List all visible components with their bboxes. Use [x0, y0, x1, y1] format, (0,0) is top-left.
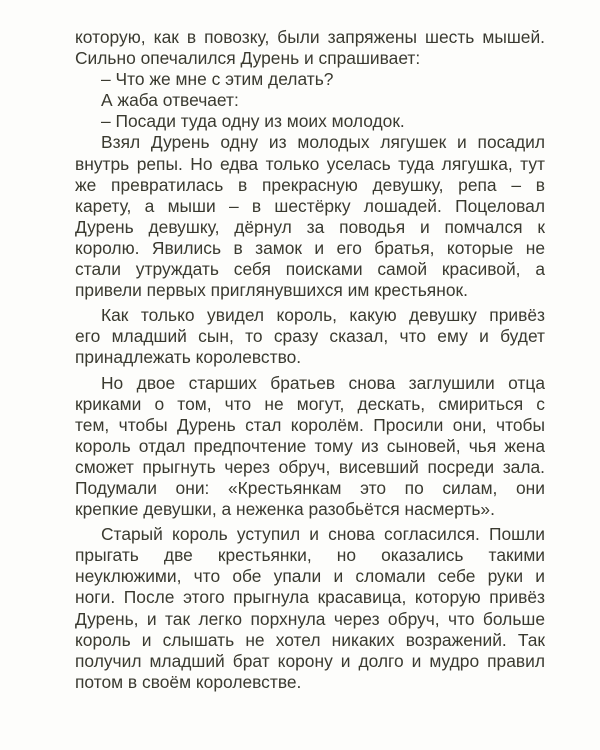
text-line: неуклюжими, что обе упали и сломали себе руки и — [75, 566, 545, 587]
text-line: Подумали они: «Крестьянкам это по силам, они — [75, 477, 545, 498]
text-line: привели первых приглянувшихся им крестьянок. — [75, 280, 468, 301]
text-line: стали утруждать себя поисками самой красивой, а — [75, 259, 545, 280]
text-line: Дурень девушку, дёрнул за поводья и помчался к — [75, 216, 545, 237]
text-line: карету, а мыши – в шестёрку лошадей. Поцеловал — [75, 195, 545, 216]
text-line: потом в своём королевстве. — [75, 671, 302, 692]
text-line: прыгать две крестьянки, но оказались такими — [75, 545, 545, 566]
text-line: королю. Явились в замок и его братья, которые не — [75, 237, 545, 258]
text-line: его младший сын, то сразу сказал, что ему и будет — [75, 326, 545, 347]
dialogue-line: – Что же мне с этим делать? — [101, 69, 334, 90]
text-line: же превратилась в прекрасную девушку, репа – в — [75, 174, 545, 195]
text-line: тем, чтобы Дурень стал королём. Просили они, чтобы — [75, 414, 545, 435]
text-line: Дурень, и так легко порхнула через обруч, что больше — [75, 608, 545, 629]
paragraph-first-line: Но двое старших братьев снова заглушили отца — [101, 372, 545, 393]
text-line: А жаба отвечает: — [101, 90, 239, 111]
dialogue-line: – Посади туда одну из моих молодок. — [101, 111, 405, 132]
text-line: король отдал предпочтение тому из сыновей, чья жена — [75, 435, 545, 456]
text-line: которую, как в повозку, были запряжены шесть мышей. — [75, 27, 545, 47]
paragraph-first-line: Старый король уступил и снова согласился. Пошли — [101, 524, 545, 545]
text-line: криками о том, что не могут, дескать, смириться с — [75, 393, 545, 414]
text-line: Сильно опечалился Дурень и спрашивает: — [75, 48, 421, 69]
paragraph-first-line: Как только увидел король, какую девушку привёз — [101, 305, 545, 326]
text-line: принадлежать королевство. — [75, 347, 302, 368]
paragraph-first-line: Взял Дурень одну из молодых лягушек и посадил — [101, 132, 545, 153]
text-line: получил младший брат корону и долго и мудро правил — [75, 650, 545, 671]
text-line: внутрь репы. Но едва только уселась туда лягушка, тут — [75, 153, 545, 174]
text-line: король и слышать не хотел никаких возражений. Так — [75, 629, 545, 650]
text-line: крепкие девушки, а неженка разобьётся насмерть». — [75, 499, 495, 520]
text-line: сможет прыгнуть через обруч, висевший посреди зала. — [75, 456, 545, 477]
text-line: ноги. После этого прыгнула красавица, которую привёз — [75, 587, 545, 608]
story-text — [75, 27, 545, 693]
